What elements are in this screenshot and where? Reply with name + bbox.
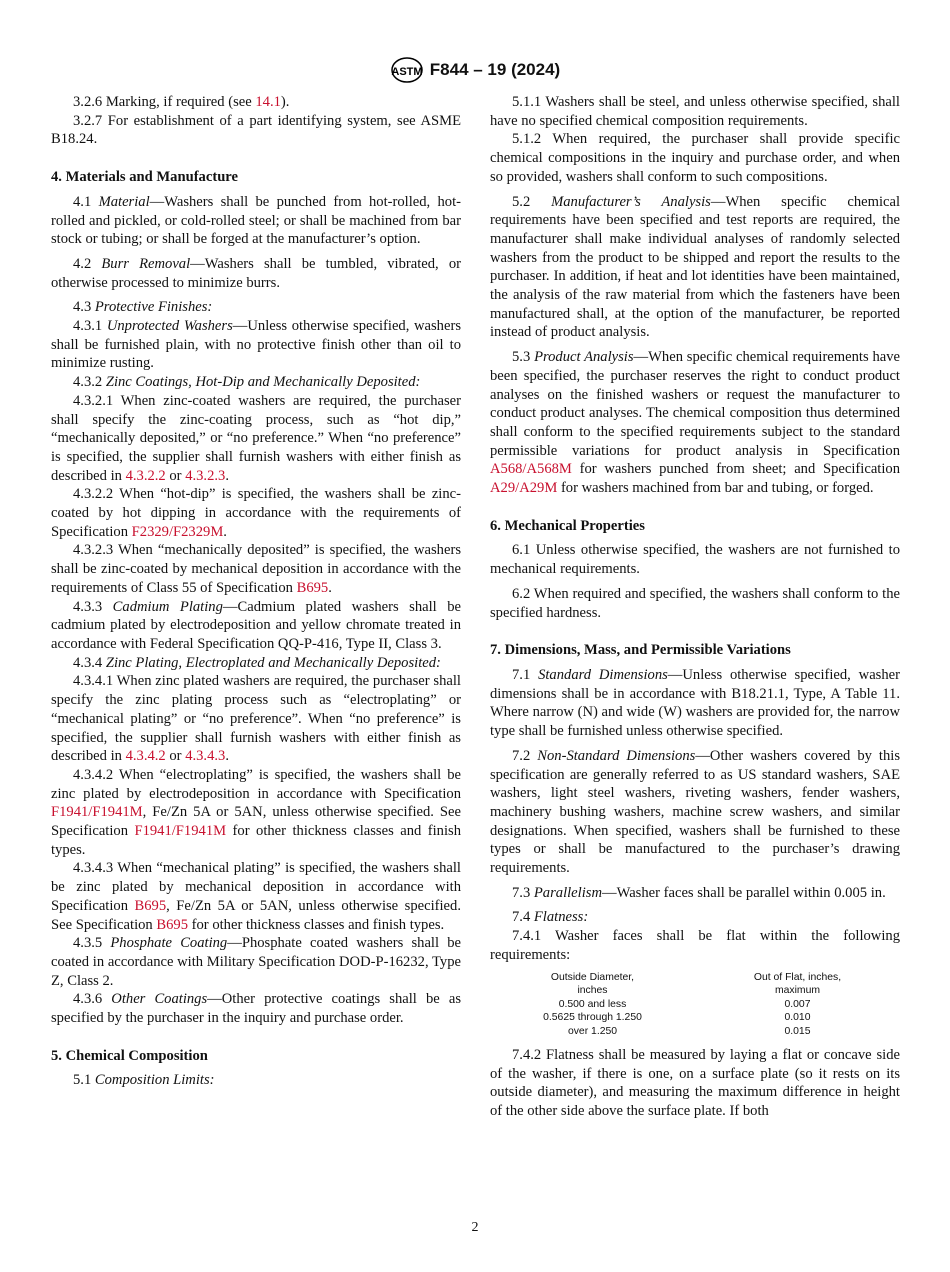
paragraph-text: 4.3.2 [73,374,106,391]
paragraph [490,927,900,964]
paragraph-text: ). [280,94,290,110]
paragraph [51,1071,461,1090]
paragraph-text: 7.4.2 Flatness shall be measured by laying a flat or concave side of the washer, if there is one, on a surface plate (so it rests on its outside diameter), and measuring the maximum difference in height of the other side above the surface plate. If both [490,1047,900,1120]
paragraph-text: 5.2 [512,193,552,210]
column-header: maximum [774,985,821,997]
left-column [51,93,461,1090]
cross-reference-link[interactable]: F2329/F2329M [131,523,224,540]
cross-reference-link[interactable]: F1941/F1941M [51,804,143,821]
paragraph-text: 4.3.4.2 When “electroplating” is specified, the washers shall be zinc plated by electrodeposition in accordance with Specification [51,766,461,802]
table-cell: over 1.250 [567,1025,618,1037]
document-designation: F844 – 19 (2024) [429,60,561,79]
section-heading: 5. Chemical Composition [51,1047,208,1064]
paragraph-title: Unprotected Washers [106,318,233,335]
paragraph-text: —Washer faces shall be parallel within 0.005 in. [602,884,886,901]
paragraph-text: 4.3.4 [73,654,106,671]
table-cell: 0.010 [784,1012,811,1024]
paragraph [51,485,461,541]
section-heading: 6. Mechanical Properties [490,517,645,534]
paragraph-text: for other thickness classes and finish types. [51,823,461,858]
paragraph [51,934,461,990]
paragraph [490,1046,900,1121]
paragraph-text: —When specific chemical requirements have been specified, the purchaser reserves the right to conduct product analyses on the finished washers or request the manufacturer to conduct product analyses. The chemical composition thus determined shall conform to the specified requirements subject to the standard permissible variations for product analysis in Specification [490,349,901,459]
paragraph-text: 5.1.2 When required, the purchaser shall provide specific chemical compositions in the inquiry and purchase order, and when so provided, washers shall conform to such compositions. [490,131,900,185]
paragraph [490,884,900,903]
paragraph-text: . [225,467,229,484]
paragraph-text: for washers punched from sheet; and Specification [571,461,900,478]
table-row [490,1025,900,1039]
paragraph [51,990,461,1027]
svg-text:ASTM: ASTM [391,66,423,78]
paragraph-text: , Fe/Zn 5A or 5AN, unless otherwise specified. See Specification [51,804,461,840]
paragraph [490,193,900,343]
paragraph-text: 4.3.2.1 When zinc-coated washers are required, the purchaser shall specify the zinc-coating process, such as “hot dip,” “mechanically deposited,” or “no preference.” When “no preference” is specified, the supplier shall furnish washers with either finish as described in [51,392,461,484]
paragraph-text: —Cadmium plated washers shall be cadmium plated by electrodeposition and yellow chromate treated in accordance with Federal Specification QQ-P-416, Type II, Class 3. [51,598,461,652]
paragraph-text: 4.3 [73,299,95,316]
cross-reference-link[interactable]: 4.3.2.2 [125,467,166,484]
paragraph [490,666,900,741]
paragraph-text: 4.3.4.3 When “mechanical plating” is specified, the washers shall be zinc plated by mechanical deposition in accordance with Specification [51,860,461,914]
paragraph-text: 5.3 [512,349,535,366]
paragraph [51,112,461,149]
cross-reference-link[interactable]: A568/A568M [490,461,572,478]
paragraph-text: 7.3 [512,884,534,901]
column-header: Outside Diameter, [550,971,635,983]
paragraph [51,598,461,654]
paragraph [490,348,900,498]
paragraph-title: Product Analysis [534,349,634,366]
paragraph-title: Phosphate Coating [110,935,228,952]
paragraph-title: Zinc Plating, Electroplated and Mechanically Deposited: [105,654,441,671]
paragraph [51,193,461,249]
paragraph-text: or [165,467,186,484]
paragraph-text: —Other protective coatings shall be as specified by the purchaser in the inquiry and purchase order. [51,991,461,1027]
paragraph-text: 3.2.6 Marking, if required (see [73,94,256,110]
paragraph-text: 4.3.3 [73,598,113,615]
cross-reference-link[interactable]: B695 [134,897,167,914]
paragraph [51,672,461,766]
paragraph-title: Burr Removal [101,255,191,272]
paragraph-text: 4.2 [73,255,102,272]
table-cell: 0.5625 through 1.250 [543,1012,642,1024]
paragraph-text: 7.4 [512,909,534,926]
paragraph-text: —Washers shall be punched from hot-rolled, hot-rolled and pickled, or cold-rolled steel; or shall be machined from bar stock or tubing; or shall be forged at the manufacturer’s option. [51,193,462,248]
cross-reference-link[interactable]: 14.1 [255,94,281,110]
paragraph-text: 6.1 Unless otherwise specified, the washers are not furnished to mechanical requirements. [490,542,900,578]
table-header-row [490,971,900,985]
cross-reference-link[interactable]: F1941/F1941M [134,823,227,840]
paragraph-title: Non-Standard Dimensions [537,747,696,764]
table-cell: 0.500 and less [558,998,627,1010]
paragraph-text: —Unless otherwise specified, washer dimensions shall be in accordance with B18.21.1, Type, A Table 11. Where narrow (N) and wide (W) washers are provided for, the narrow type shall be furnished unless otherwise specified. [490,666,900,740]
paragraph [51,541,461,597]
paragraph-text: —Phosphate coated washers shall be coated in accordance with Military Specification DOD-P-16232, Type Z, Class 2. [51,935,462,989]
table-row [490,998,900,1012]
paragraph [51,255,461,292]
paragraph-title: Material [98,193,150,210]
paragraph [51,859,461,934]
paragraph-title: Parallelism [533,884,602,901]
column-header: inches [577,985,608,997]
paragraph [51,392,461,486]
paragraph [490,585,900,622]
paragraph [51,93,461,112]
paragraph-text: 4.3.2.2 When “hot-dip” is specified, the washers shall be zinc-coated by hot dipping in accordance with the requirements of Specification [51,486,461,540]
paragraph-text: 4.1 [73,193,99,210]
cross-reference-link[interactable]: 4.3.4.2 [125,748,166,765]
paragraph-text: , Fe/Zn 5A or 5AN, unless otherwise specified. See Specification [51,897,461,933]
cross-reference-link[interactable]: 4.3.2.3 [185,467,226,484]
paragraph [51,373,461,392]
paragraph-text: —Other washers covered by this specification are generally referred to as US standard washers, SAE washers, light steel washers, riveting washers, fender washers, machinery bushing washers, machine screw washers, and similar designations. When specified, washers shall be furnished to these types or shall be manufactured to the purchaser’s drawing requirements. [490,747,900,877]
paragraph-text: 5.1 [73,1072,95,1089]
paragraph [51,298,461,317]
paragraph-title: Composition Limits: [94,1072,215,1089]
paragraph-text: 4.3.2.3 When “mechanically deposited” is specified, the washers shall be zinc-coated by mechanical deposition in accordance with the requirements of Class 55 of Specification [51,542,461,596]
section-heading: 4. Materials and Manufacture [51,169,238,186]
cross-reference-link[interactable]: 4.3.4.3 [185,748,226,765]
paragraph [490,93,900,130]
paragraph-text: . [225,748,229,765]
paragraph-text: 7.4.1 Washer faces shall be flat within the following requirements: [490,928,900,963]
paragraph-text: . [328,579,332,596]
paragraph-title: Cadmium Plating [112,598,223,615]
paragraph-text: —Unless otherwise specified, washers shall be furnished plain, with no protective finish other than oil to minimize rusting. [51,318,461,372]
paragraph [51,654,461,673]
paragraph-title: Standard Dimensions [538,666,668,683]
paragraph-title: Protective Finishes: [94,299,213,316]
paragraph-text: 7.1 [512,666,539,683]
table-row [490,1011,900,1025]
paragraph-title: Manufacturer’s Analysis [551,193,711,210]
paragraph-text: for other thickness classes and finish types. [188,916,445,933]
astm-logo-icon [390,56,424,84]
paragraph-text: —When specific chemical requirements have been specified and test reports are required, the manufacturer shall make individual analyses of randomly selected washers from the product to be shipped and report the results to the purchaser. In addition, if heat and lot identities have been maintained, the analysis of the raw material from which the fasteners have been manufactured shall, at the option of the manufacturer, be reported instead of product analysis. [490,193,901,341]
table-cell: 0.007 [784,998,811,1010]
paragraph-text: 7.2 [512,747,538,764]
page-header [0,56,950,84]
paragraph-text: 4.3.4.1 When zinc plated washers are required, the purchaser shall specify the zinc plating process such as “electroplating” or “mechanical plating” or “no preference”. When “no preference” is specified, the supplier shall furnish washers with either finish as described in [51,673,461,765]
paragraph [51,766,461,860]
paragraph-title: Flatness: [533,909,589,926]
paragraph-text: 4.3.6 [73,991,112,1008]
paragraph-title: Other Coatings [111,991,208,1008]
paragraph-title: Zinc Coatings, Hot-Dip and Mechanically Deposited: [105,374,421,391]
paragraph-text: 3.2.7 For establishment of a part identifying system, see ASME B18.24. [51,112,461,148]
section-heading: 7. Dimensions, Mass, and Permissible Variations [490,642,791,659]
right-column [490,93,900,1121]
paragraph [51,317,461,373]
table-header-row [490,984,900,998]
paragraph-text: for washers machined from bar and tubing, or forged. [557,480,874,497]
paragraph-text: . [223,523,227,540]
paragraph-text: 6.2 When required and specified, the washers shall conform to the specified hardness. [490,585,900,621]
paragraph-text: 4.3.5 [73,935,111,952]
flatness-table [490,971,900,1039]
paragraph [490,541,900,578]
page-number: 2 [471,1220,479,1235]
paragraph [490,908,900,927]
column-header: Out of Flat, inches, [753,971,842,983]
table-cell: 0.015 [784,1025,811,1037]
cross-reference-link[interactable]: A29/A29M [490,480,558,497]
paragraph-text: 5.1.1 Washers shall be steel, and unless otherwise specified, shall have no specified chemical composition requirements. [490,94,900,129]
cross-reference-link[interactable]: B695 [156,916,188,933]
paragraph-text: or [165,748,186,765]
cross-reference-link[interactable]: B695 [296,579,329,596]
paragraph-text: 4.3.1 [73,318,107,335]
paragraph [490,130,900,186]
paragraph-text: —Washers shall be tumbled, vibrated, or otherwise processed to minimize burrs. [51,255,461,291]
paragraph [490,747,900,878]
